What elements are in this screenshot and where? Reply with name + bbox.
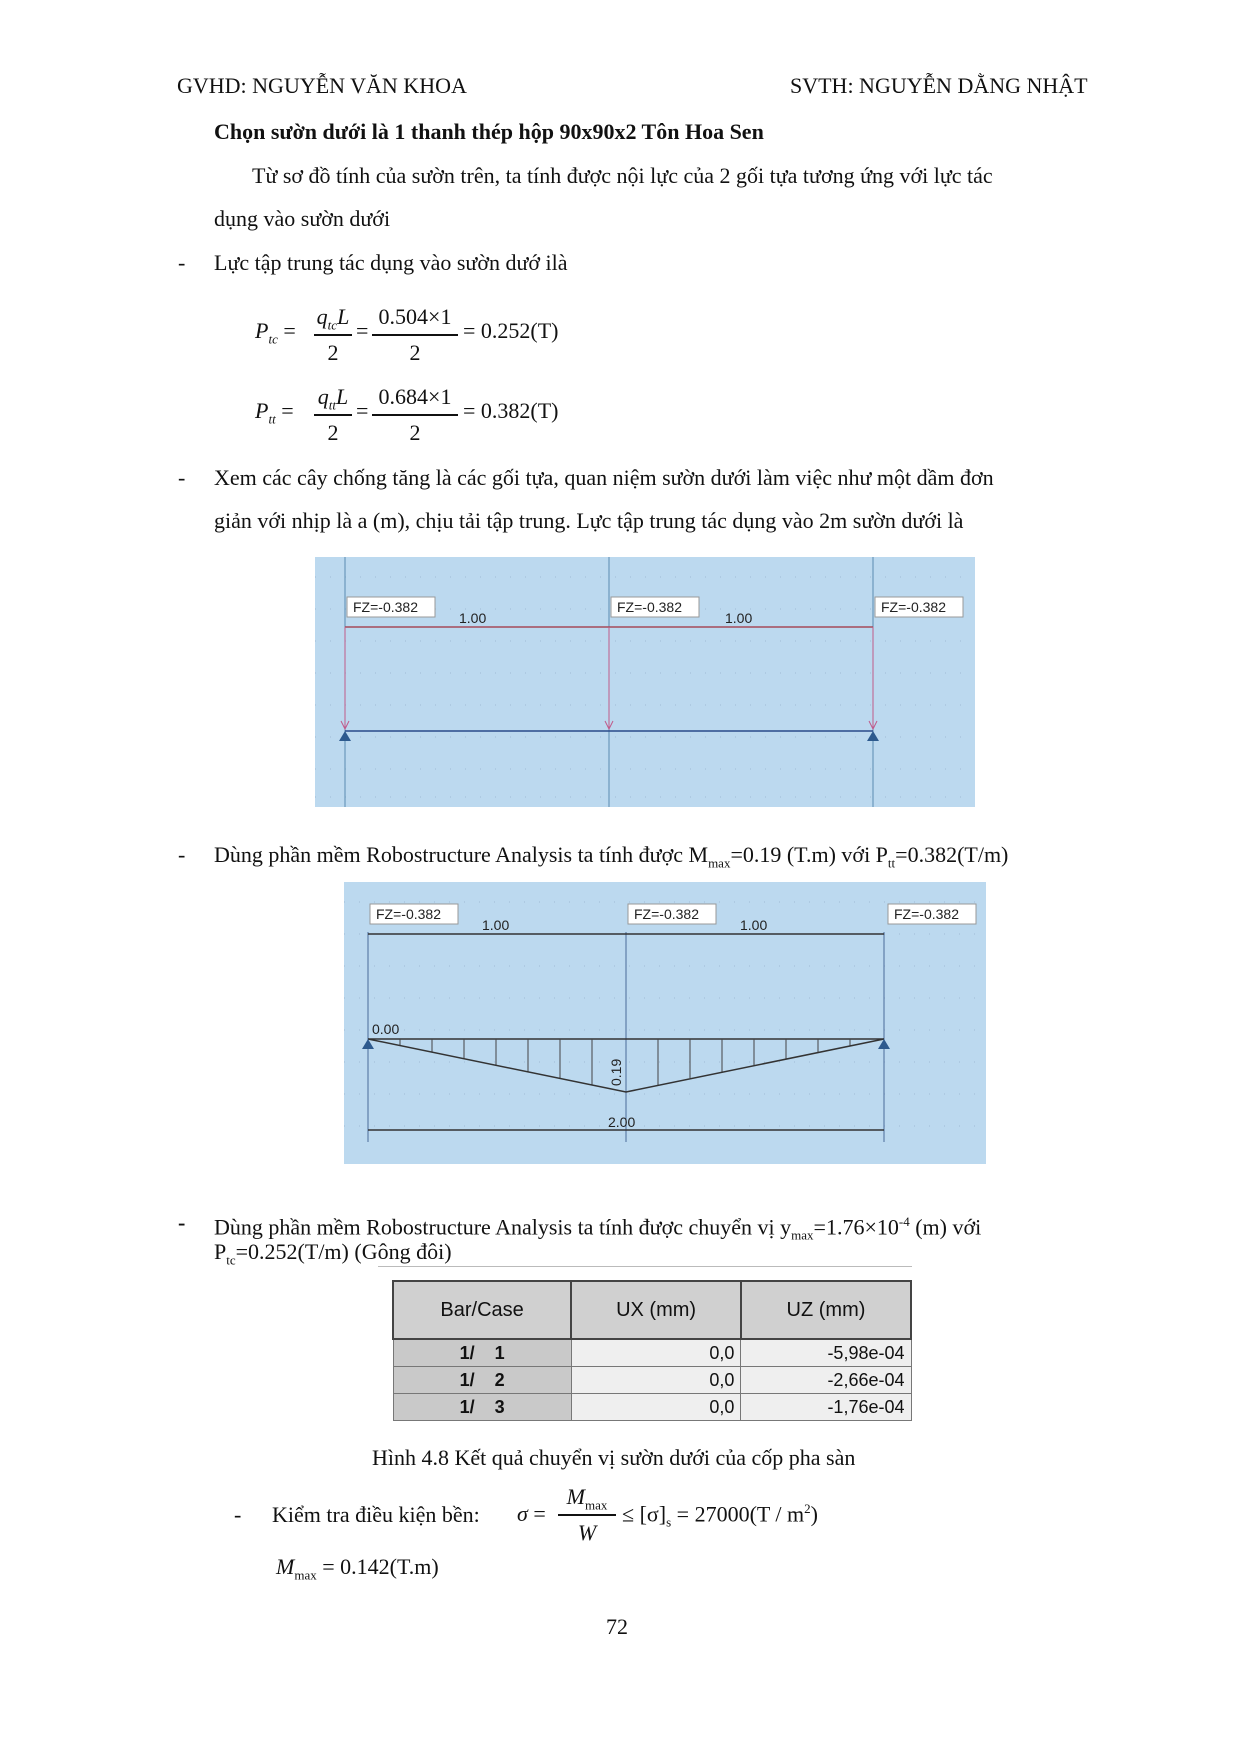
bullet-2-line-1: Xem các cây chống tăng là các gối tựa, quan niệm sườn dưới làm việc như một dầm đơn	[214, 465, 994, 490]
eq2-equals: =	[356, 398, 369, 423]
check-eq-lhs: σ =	[517, 1501, 546, 1526]
bullet-2-line-2: giản với nhịp là a (m), chịu tải tập trung. Lực tập trung tác dụng vào 2m sườn dưới là	[214, 508, 964, 533]
column-header-ux: UX (mm)	[571, 1281, 741, 1339]
moment-diagram-svg	[344, 882, 986, 1164]
bullet-3-part-b: =0.19 (T.m) với P	[730, 842, 888, 867]
eq1-frac1-denom: 2	[327, 340, 339, 365]
left-support-icon	[339, 731, 351, 741]
beam-load-figure	[315, 557, 975, 807]
moment-hatching	[400, 1039, 850, 1085]
eq2-frac2-numer: 0.684×1	[378, 384, 452, 409]
bullet-1-text: Lực tập trung tác dụng vào sườn dướ ilà	[214, 250, 568, 275]
bullet-3-part-c: =0.382(T/m)	[895, 842, 1009, 867]
bullet-3-sub-tt: tt	[887, 855, 896, 871]
bullet-dash: -	[234, 1502, 242, 1527]
check-eq-denom: W	[577, 1520, 597, 1545]
eq1-equals: =	[356, 318, 369, 343]
eq1-lhs: $P_{tc}$ =	[255, 318, 296, 347]
force-label-right: FZ=-0.382	[894, 906, 959, 922]
span-label-1: 1.00	[482, 917, 510, 933]
check-eq-sub: s	[666, 1514, 672, 1530]
row-label	[393, 1367, 571, 1394]
figure-caption: Hình 4.8 Kết quả chuyển vị sườn dưới của cốp pha sàn	[372, 1445, 856, 1470]
eq1-frac2-denom: 2	[409, 340, 421, 365]
eq2-result: = 0.382(T)	[463, 398, 559, 423]
bullet-4-sup: -4	[898, 1214, 910, 1229]
eq1-result: = 0.252(T)	[463, 318, 559, 343]
uz-cell: -2,66e-04	[741, 1367, 911, 1394]
table-header-row	[393, 1281, 911, 1339]
paragraph-line-2: dụng vào sườn dưới	[214, 206, 391, 231]
bar-number: 1/	[459, 1342, 475, 1363]
eq2-frac2-denom: 2	[409, 420, 421, 445]
column-header-bar-case: Bar/Case	[393, 1281, 571, 1339]
table-row	[393, 1367, 911, 1394]
check-eq-value: = 27000(T / m	[676, 1501, 805, 1527]
bullet-4-line-2-p: P	[214, 1239, 227, 1264]
bullet-4-sub-max: max	[791, 1227, 814, 1243]
bullet-dash: -	[178, 250, 186, 275]
uz-cell: -1,76e-04	[741, 1394, 911, 1421]
eq1-frac2-bar	[372, 334, 458, 336]
eq2-frac1-denom: 2	[327, 420, 339, 445]
eq2-lhs: $P_{tt}$ =	[255, 398, 294, 427]
check-eq-numer: $M_{max}$	[566, 1484, 608, 1513]
check-eq-sup: 2	[804, 1501, 811, 1516]
bullet-4-line-2-sub: tc	[226, 1252, 236, 1268]
bullet-4-part-a: Dùng phần mềm Robostructure Analysis ta tính được chuyển vị y	[214, 1214, 792, 1240]
bullet-3-sub-max: max	[708, 855, 731, 871]
mmax-value: = 0.142(T.m)	[322, 1554, 439, 1579]
check-eq-rhs	[622, 1501, 818, 1531]
row-label	[393, 1394, 571, 1421]
bullet-4-part-c: (m) với	[909, 1214, 982, 1240]
force-label-mid: FZ=-0.382	[617, 599, 682, 615]
bullet-3-text	[214, 841, 1008, 877]
header-right: SVTH: NGUYỄN DẰNG NHẬT	[790, 73, 1088, 98]
case-number: 3	[494, 1396, 505, 1417]
moment-max-label: 0.19	[608, 1058, 624, 1086]
eq2-frac1-numer: $q_{tt}L$	[317, 384, 349, 413]
page-number: 72	[606, 1614, 628, 1639]
bullet-dash: -	[178, 842, 186, 867]
grid	[344, 902, 986, 1126]
span-label-1: 1.00	[459, 610, 487, 626]
case-number: 2	[494, 1369, 505, 1390]
bullet-dash: -	[178, 1210, 186, 1235]
eq1-frac1-numer: $q_{tc}L$	[316, 304, 350, 333]
displacement-table	[392, 1280, 912, 1421]
force-arrows	[341, 627, 877, 729]
row-label	[393, 1339, 571, 1367]
span-label-2: 1.00	[740, 917, 768, 933]
moment-diagram-figure	[344, 882, 986, 1164]
header-left: GVHD: NGUYỄN VĂN KHOA	[177, 73, 467, 98]
table-row	[393, 1394, 911, 1421]
force-label-left: FZ=-0.382	[353, 599, 418, 615]
bar-number: 1/	[459, 1369, 475, 1390]
table-row	[393, 1339, 911, 1367]
force-label-right: FZ=-0.382	[881, 599, 946, 615]
span-label-2: 1.00	[725, 610, 753, 626]
ux-cell: 0,0	[571, 1367, 741, 1394]
right-support-icon	[867, 731, 879, 741]
check-eq-close: )	[810, 1501, 818, 1527]
bar-number: 1/	[459, 1396, 475, 1417]
bullet-4-part-b: =1.76×10	[813, 1214, 899, 1240]
bullet-5-text: Kiểm tra điều kiện bền:	[272, 1502, 480, 1527]
paragraph-line-1: Từ sơ đồ tính của sườn trên, ta tính được nội lực của 2 gối tựa tương ứng với lực tác	[252, 163, 993, 188]
check-eq-tail: ≤ [σ]	[622, 1501, 667, 1527]
eq2-frac1-bar	[314, 414, 352, 416]
beam-load-svg	[315, 557, 975, 807]
moment-zero-label: 0.00	[372, 1021, 400, 1037]
section-heading: Chọn sườn dưới là 1 thanh thép hộp 90x90x2 Tôn Hoa Sen	[214, 119, 764, 144]
ux-cell: 0,0	[571, 1339, 741, 1367]
ux-cell: 0,0	[571, 1394, 741, 1421]
bullet-4-line-2-rest: =0.252(T/m) (Gông đôi)	[235, 1239, 452, 1264]
force-label-left: FZ=-0.382	[376, 906, 441, 922]
bullet-dash: -	[178, 465, 186, 490]
eq2-frac2-bar	[372, 414, 458, 416]
uz-cell: -5,98e-04	[741, 1339, 911, 1367]
force-label-mid: FZ=-0.382	[634, 906, 699, 922]
eq1-frac2-numer: 0.504×1	[378, 304, 452, 329]
case-number: 1	[494, 1342, 505, 1363]
column-header-uz: UZ (mm)	[741, 1281, 911, 1339]
bullet-3-part-a: Dùng phần mềm Robostructure Analysis ta tính được M	[214, 842, 709, 867]
check-eq-bar	[558, 1514, 616, 1516]
eq1-frac1-bar	[314, 334, 352, 336]
table-frame-top	[378, 1266, 912, 1275]
total-length-label: 2.00	[608, 1114, 636, 1130]
mmax-line: $M_{max} = 0.142(T.m)$	[276, 1554, 439, 1583]
